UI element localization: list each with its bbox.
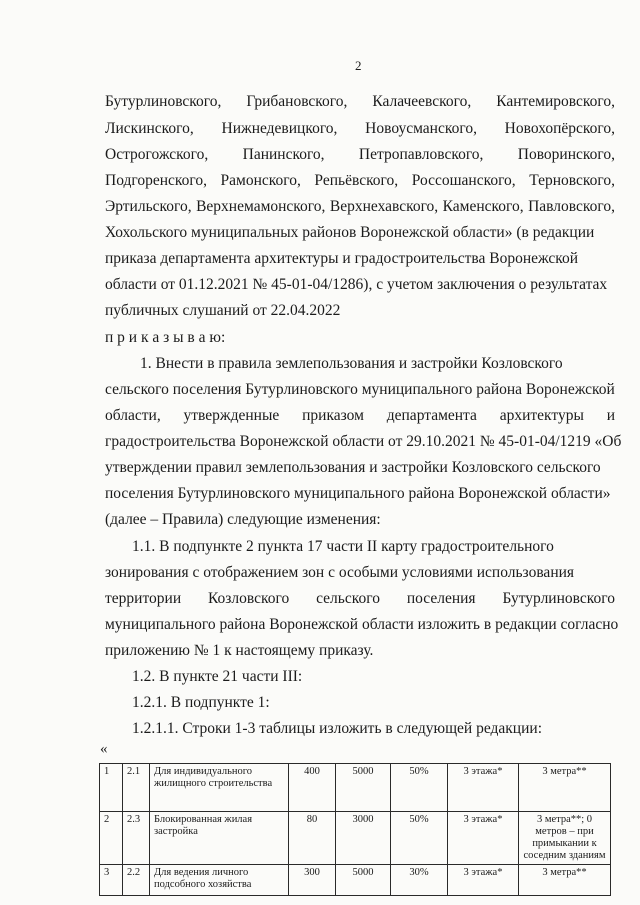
table-cell-code: 2.3 [123, 812, 150, 865]
text-word: области от 01.12.2021 № 45-01-04/1286), с учетом заключения о результатах [105, 276, 608, 293]
text-word: Петропавловского, [358, 146, 484, 163]
text-word: Нижнедевицкого, [221, 120, 338, 137]
table-cell-percent: 30% [391, 865, 448, 896]
text-line [105, 223, 615, 243]
table-cell-code: 2.1 [123, 764, 150, 812]
text-word: сельского поселения Бутурлиновского муниципального района Воронежской [105, 381, 615, 398]
text-word: Поворинского, [517, 146, 615, 163]
opening-quote: « [100, 741, 108, 757]
table-cell-min-area: 300 [289, 865, 336, 896]
text-word: Терновского, [529, 172, 615, 189]
text-word: Острогожского, [105, 146, 209, 163]
text-line [105, 275, 615, 295]
table-cell-max-area: 3000 [336, 812, 391, 865]
text-word: Хохольского муниципальных районов Воронежской области» (в редакции [105, 224, 595, 241]
text-word: территории [105, 590, 182, 607]
text-line [105, 197, 615, 217]
text-line [105, 458, 615, 478]
text-word: Эртильского, [105, 198, 192, 215]
text-word: Кантемировского, [496, 93, 615, 110]
text-line [140, 354, 615, 374]
table-cell-max-area: 5000 [336, 865, 391, 896]
table-cell-percent: 50% [391, 764, 448, 812]
text-line [105, 145, 615, 165]
table-cell-height: 3 метра** [519, 865, 611, 896]
text-word: (далее – Правила) следующие изменения: [105, 511, 381, 528]
text-word: поселения Бутурлиновского муниципального района Воронежской области» [105, 485, 611, 502]
text-word: 1.2.1.1. Строки 1-3 таблицы изложить в следующей редакции: [132, 720, 543, 737]
page-number: 2 [355, 58, 362, 73]
table-cell-n: 1 [100, 764, 123, 812]
text-line [132, 719, 615, 739]
text-word: градостроительства Воронежской области от 29.10.2021 № 45-01-04/1219 «Об [105, 433, 622, 450]
text-line [105, 119, 615, 139]
text-word: Новоусманского, [365, 120, 477, 137]
text-line [105, 563, 615, 583]
table-row [100, 764, 611, 812]
text-word: поселения [406, 590, 476, 607]
text-word: Новохопёрского, [504, 120, 615, 137]
table-cell-name: Для ведения личного подсобного хозяйства [150, 865, 289, 896]
text-word: утверждении правил землепользования и застройки Козловского сельского [105, 459, 601, 476]
table-cell-min-area: 80 [289, 812, 336, 865]
text-word: приложению № 1 к настоящему приказу. [105, 642, 374, 659]
table-cell-floors: 3 этажа* [448, 865, 519, 896]
text-word: Грибановского, [246, 93, 348, 110]
text-word: Репьёвского, [314, 172, 399, 189]
text-word: Бутурлиновского, [105, 93, 222, 110]
table-cell-n: 2 [100, 812, 123, 865]
table-cell-name: Для индивидуального жилищного строительства [150, 764, 289, 812]
text-word: сельского [316, 590, 380, 607]
table-cell-n: 3 [100, 865, 123, 896]
text-word: 1.1. В подпункте 2 пункта 17 части II карту градостроительного [132, 538, 554, 555]
text-word: Козловского [207, 590, 290, 607]
table-row [100, 812, 611, 865]
text-word: и [606, 407, 615, 424]
text-word: 1.2. В пункте 21 части III: [132, 668, 303, 685]
text-word: муниципального района Воронежской области изложить в редакции согласно [105, 616, 619, 633]
text-word: зонирования с отображением зон с особыми условиями использования [105, 564, 575, 581]
text-word: Верхнехавского, [329, 198, 439, 215]
text-line [105, 301, 615, 321]
text-word: Бутурлиновского [502, 590, 615, 607]
text-word: 1. Внести в правила землепользования и застройки Козловского [140, 355, 563, 372]
text-word: приказом [302, 407, 364, 424]
text-line [132, 537, 615, 557]
table-cell-code: 2.2 [123, 865, 150, 896]
text-line [105, 615, 619, 635]
text-line [105, 589, 615, 609]
text-line [132, 667, 615, 687]
text-line [105, 432, 622, 452]
table-cell-min-area: 400 [289, 764, 336, 812]
zoning-table [99, 763, 611, 896]
text-word: Лискинского, [105, 120, 194, 137]
text-line [105, 92, 615, 112]
text-line [105, 380, 615, 400]
text-word: департамента [386, 407, 477, 424]
text-word: Подгоренского, [105, 172, 207, 189]
text-word: Верхнемамонского, [196, 198, 326, 215]
text-line [105, 484, 615, 504]
text-line [105, 249, 615, 269]
table-cell-floors: 3 этажа* [448, 764, 519, 812]
text-word: публичных слушаний от 22.04.2022 [105, 302, 341, 319]
table-cell-name: Блокированная жилая застройка [150, 812, 289, 865]
text-word: Россошанского, [411, 172, 516, 189]
text-line [105, 510, 615, 530]
table-row [100, 865, 611, 896]
text-word: Калачеевского, [372, 93, 472, 110]
text-word: Каменского, [442, 198, 524, 215]
text-word: архитектуры [499, 407, 584, 424]
table-cell-max-area: 5000 [336, 764, 391, 812]
text-word: Панинского, [242, 146, 325, 163]
text-line [105, 406, 615, 426]
table-cell-height: 3 метра**; 0 метров – при примыкании к соседним зданиям [519, 812, 611, 865]
table-cell-floors: 3 этажа* [448, 812, 519, 865]
text-word: области, [105, 407, 161, 424]
text-line [105, 328, 615, 348]
text-word: 1.2.1. В подпункте 1: [132, 694, 270, 711]
text-word: Павловского, [528, 198, 615, 215]
text-word: Рамонского, [220, 172, 301, 189]
text-word: п р и к а з ы в а ю: [105, 329, 226, 346]
text-word: приказа департамента архитектуры и градостроительства Воронежской [105, 250, 579, 267]
text-line [105, 641, 615, 661]
text-line [105, 171, 615, 191]
text-word: утвержденные [183, 407, 280, 424]
table-cell-height: 3 метра** [519, 764, 611, 812]
table-cell-percent: 50% [391, 812, 448, 865]
text-line [132, 693, 615, 713]
